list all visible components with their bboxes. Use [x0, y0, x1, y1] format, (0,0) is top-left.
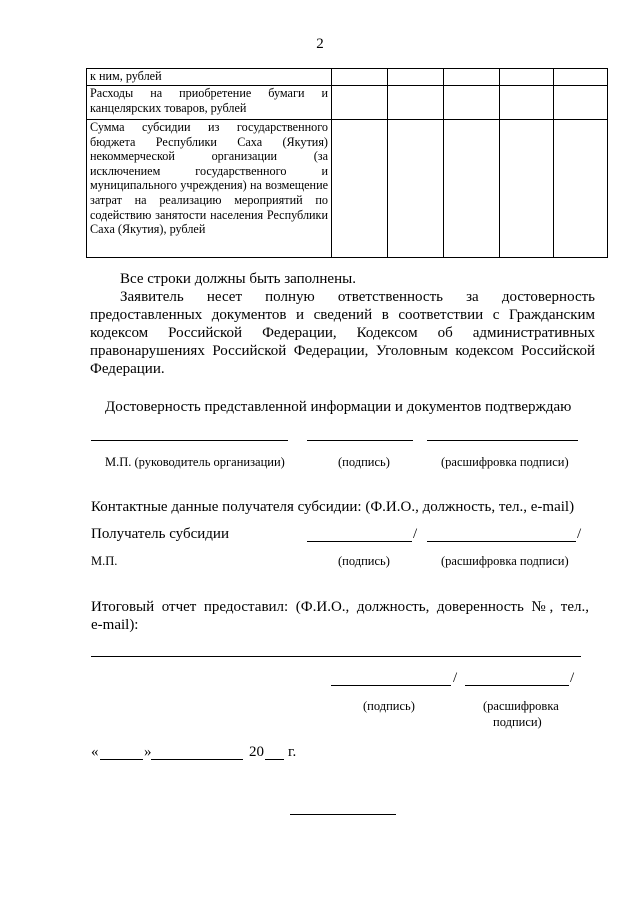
caption-decoding: (расшифровка подписи) [441, 554, 569, 568]
final-report-line-2: e-mail): [91, 617, 139, 633]
table-cell[interactable] [444, 120, 500, 258]
slash: / [413, 526, 418, 542]
final-signature-line[interactable] [331, 685, 451, 686]
row-label: Сумма субсидии из государственного бюджета Республики Саха (Якутия) некоммерческой организации (за исключением государственного и муниципального учреждения) на возмещение затрат на реализацию мероприятий по содействию занятости населения Республики Саха (Якутия), рублей [87, 120, 332, 258]
date-close-quote: » [144, 744, 152, 760]
all-rows-note: Все строки должны быть заполнены. [120, 271, 356, 287]
date-day-line[interactable] [100, 759, 143, 760]
caption-mp: М.П. [91, 554, 118, 568]
final-decoding-line[interactable] [465, 685, 569, 686]
subsidy-table [86, 68, 608, 258]
date-month-line[interactable] [151, 759, 243, 760]
recipient-signature-line[interactable] [307, 541, 412, 542]
table-cell[interactable] [332, 69, 388, 86]
responsibility-line-5: Федерации. [90, 361, 165, 377]
responsibility-line-1: Заявитель несет полную ответственность за достоверность [120, 289, 595, 305]
table-cell[interactable] [554, 86, 608, 120]
contact-text: Контактные данные получателя субсидии: (Ф.И.О., должность, тел., e-mail) [91, 499, 575, 515]
table-cell[interactable] [500, 86, 554, 120]
responsibility-line-4: правонарушениях Российской Федерации, Уголовным кодексом Российской [90, 343, 595, 359]
caption-decoding-continued: подписи) [493, 715, 542, 729]
responsibility-line-2: предоставленных документов и сведений в соответствии с Гражданским [90, 307, 595, 323]
date-year-prefix: 20 [249, 744, 264, 760]
caption-decoding: (расшифровка подписи) [441, 455, 569, 469]
date-year-suffix: г. [288, 744, 297, 760]
table-row [87, 86, 608, 120]
caption-signature: (подпись) [363, 699, 415, 713]
date-year-line[interactable] [265, 759, 284, 760]
decoding-line[interactable] [427, 440, 578, 441]
table-cell[interactable] [554, 120, 608, 258]
table-cell[interactable] [388, 86, 444, 120]
table-row [87, 120, 608, 258]
head-signature-line[interactable] [91, 440, 288, 441]
table-cell[interactable] [554, 69, 608, 86]
caption-head: М.П. (руководитель организации) [105, 455, 285, 469]
row-label: к ним, рублей [87, 69, 332, 86]
table-cell[interactable] [500, 120, 554, 258]
slash: / [577, 526, 582, 542]
bottom-separator [290, 814, 396, 815]
table-cell[interactable] [332, 86, 388, 120]
caption-decoding: (расшифровка [483, 699, 559, 713]
row-label: Расходы на приобретение бумаги и канцелярских товаров, рублей [87, 86, 332, 120]
date-open-quote: « [91, 744, 99, 760]
slash: / [570, 670, 575, 686]
page-number: 2 [316, 36, 324, 52]
slash: / [453, 670, 458, 686]
table-cell[interactable] [444, 86, 500, 120]
table-cell[interactable] [444, 69, 500, 86]
caption-signature: (подпись) [338, 455, 390, 469]
final-report-line-1: Итоговый отчет предоставил: (Ф.И.О., должность, доверенность №, тел., [91, 599, 589, 615]
final-report-fill-line[interactable] [91, 656, 581, 657]
table-row [87, 69, 608, 86]
table-cell[interactable] [332, 120, 388, 258]
caption-signature: (подпись) [338, 554, 390, 568]
table-cell[interactable] [500, 69, 554, 86]
recipient-label: Получатель субсидии [91, 526, 229, 542]
table-cell[interactable] [388, 120, 444, 258]
signature-line[interactable] [307, 440, 413, 441]
table-cell[interactable] [388, 69, 444, 86]
responsibility-line-3: кодексом Российской Федерации, Кодексом об административных [90, 325, 595, 341]
recipient-decoding-line[interactable] [427, 541, 576, 542]
confirmation-text: Достоверность представленной информации и документов подтверждаю [105, 399, 572, 415]
